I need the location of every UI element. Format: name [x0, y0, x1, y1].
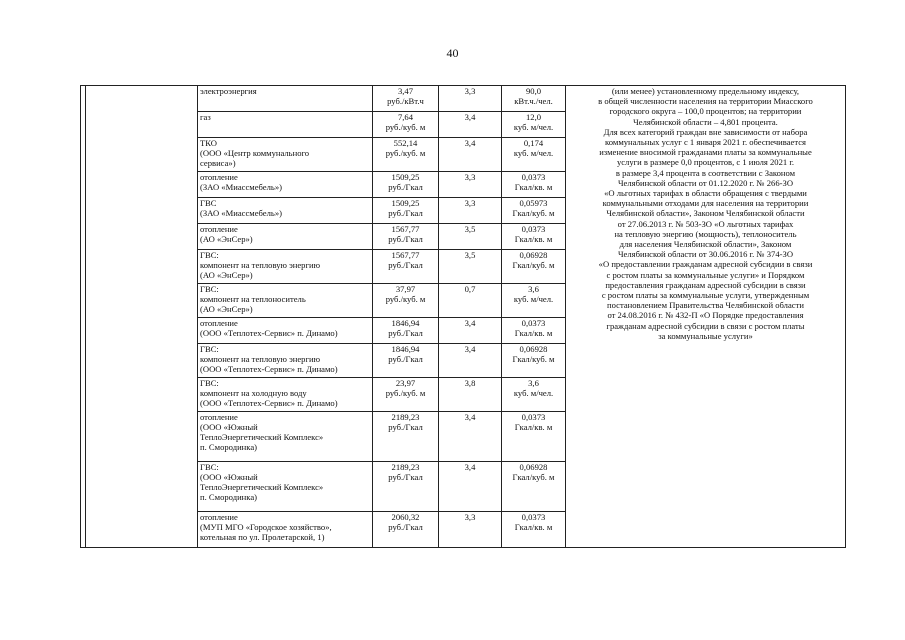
service-name-cell: отопление (АО «ЭнСер»): [198, 224, 373, 250]
percent-cell: 0,7: [439, 284, 502, 318]
tariff-cell: 23,97 руб./куб. м: [373, 378, 439, 412]
page-number: 40: [446, 46, 459, 60]
service-name-cell: отопление (МУП МГО «Городское хозяйство», котельная по ул. Пролетарской, 1): [198, 512, 373, 548]
norm-cell: 0,0373 Гкал/кв. м: [502, 172, 566, 198]
service-name-cell: ГВС (ЗАО «Миассмебель»): [198, 198, 373, 224]
service-name-cell: отопление (ООО «Теплотех-Сервис» п. Динамо): [198, 318, 373, 344]
norm-cell: 0,0373 Гкал/кв. м: [502, 412, 566, 462]
tariff-cell: 1846,94 руб./Гкал: [373, 344, 439, 378]
percent-cell: 3,4: [439, 412, 502, 462]
tariff-cell: 37,97 руб./куб. м: [373, 284, 439, 318]
norm-cell: 0,05973 Гкал/куб. м: [502, 198, 566, 224]
tariff-cell: 552,14 руб./куб. м: [373, 138, 439, 172]
service-name-cell: отопление (ЗАО «Миассмебель»): [198, 172, 373, 198]
norm-cell: 0,06928 Гкал/куб. м: [502, 344, 566, 378]
tariff-cell: 2189,23 руб./Гкал: [373, 412, 439, 462]
percent-cell: 3,5: [439, 250, 502, 284]
percent-cell: 3,4: [439, 462, 502, 512]
tariff-cell: 1509,25 руб./Гкал: [373, 172, 439, 198]
tariff-cell: 1509,25 руб./Гкал: [373, 198, 439, 224]
service-name-cell: ГВС: компонент на тепловую энергию (ООО «Теплотех-Сервис» п. Динамо): [198, 344, 373, 378]
category-column: [86, 86, 198, 548]
norm-cell: 0,174 куб. м/чел.: [502, 138, 566, 172]
percent-cell: 3,3: [439, 512, 502, 548]
tariff-cell: 7,64 руб./куб. м: [373, 112, 439, 138]
percent-cell: 3,4: [439, 138, 502, 172]
tariff-cell: 2060,32 руб./Гкал: [373, 512, 439, 548]
norm-cell: 3,6 куб. м/чел.: [502, 378, 566, 412]
service-name-cell: ГВС: (ООО «Южный ТеплоЭнергетический Комплекс» п. Смородинка): [198, 462, 373, 512]
service-name-cell: газ: [198, 112, 373, 138]
percent-cell: 3,4: [439, 112, 502, 138]
service-name-cell: ГВС: компонент на теплоноситель (АО «ЭнСер»): [198, 284, 373, 318]
service-name-cell: ГВС: компонент на холодную воду (ООО «Теплотех-Сервис» п. Динамо): [198, 378, 373, 412]
tariff-cell: 1567,77 руб./Гкал: [373, 224, 439, 250]
norm-cell: 3,6 куб. м/чел.: [502, 284, 566, 318]
service-name-cell: электроэнергия: [198, 86, 373, 112]
tariff-cell: 2189,23 руб./Гкал: [373, 462, 439, 512]
norm-cell: 0,06928 Гкал/куб. м: [502, 462, 566, 512]
norm-cell: 12,0 куб. м/чел.: [502, 112, 566, 138]
percent-cell: 3,8: [439, 378, 502, 412]
service-name-cell: ГВС: компонент на тепловую энергию (АО «ЭнСер»): [198, 250, 373, 284]
percent-cell: 3,4: [439, 318, 502, 344]
table-row: [81, 86, 846, 112]
percent-cell: 3,5: [439, 224, 502, 250]
percent-cell: 3,3: [439, 86, 502, 112]
service-name-cell: отопление (ООО «Южный ТеплоЭнергетический Комплекс» п. Смородинка): [198, 412, 373, 462]
norm-cell: 0,06928 Гкал/куб. м: [502, 250, 566, 284]
percent-cell: 3,4: [439, 344, 502, 378]
percent-cell: 3,3: [439, 198, 502, 224]
norm-cell: 0,0373 Гкал/кв. м: [502, 224, 566, 250]
tariff-cell: 1846,94 руб./Гкал: [373, 318, 439, 344]
table-body: [81, 86, 846, 548]
tariff-cell: 3,47 руб./кВт.ч: [373, 86, 439, 112]
service-name-cell: ТКО (ООО «Центр коммунального сервиса»): [198, 138, 373, 172]
norm-cell: 0,0373 Гкал/кв. м: [502, 318, 566, 344]
tariff-table: [80, 85, 846, 548]
explanation-note-cell: (или менее) установленному предельному индексу, в общей численности населения на территории Миасского городского округа – 100,0 процентов; на территории Челябинской области – 4,801 процента. Для всех категорий граждан вне зависимости от набора коммунальных услуг с 1 января 2021 г. обеспечивается изменение вносимой гражданами платы за коммунальные услуги в размере 0,0 процентов, с 1 июля 2021 г. в размере 3,4 процента в соответствии с Законом Челябинской области от 01.12.2020 г. № 266-ЗО «О льготных тарифах в области обращения с твердыми коммунальными отходами для населения на территории Челябинской области», Законом Челябинской области от 27.06.2013 г. № 503-ЗО «О льготных тарифах на тепловую энергию (мощность), теплоноситель для населения Челябинской области», Законом Челябинской области от 30.06.2016 г. № 374-ЗО «О предоставлении гражданам адресной субсидии в связи с ростом платы за коммунальные услуги» и Порядком предоставления гражданам адресной субсидии в связи с ростом платы за коммунальные услуги, утвержденным постановлением Правительства Челябинской области от 24.08.2016 г. № 432-П «О Порядке предоставления гражданам адресной субсидии в связи с ростом платы за коммунальные услуги»: [566, 86, 846, 548]
tariff-cell: 1567,77 руб./Гкал: [373, 250, 439, 284]
percent-cell: 3,3: [439, 172, 502, 198]
norm-cell: 90,0 кВт.ч./чел.: [502, 86, 566, 112]
norm-cell: 0,0373 Гкал/кв. м: [502, 512, 566, 548]
